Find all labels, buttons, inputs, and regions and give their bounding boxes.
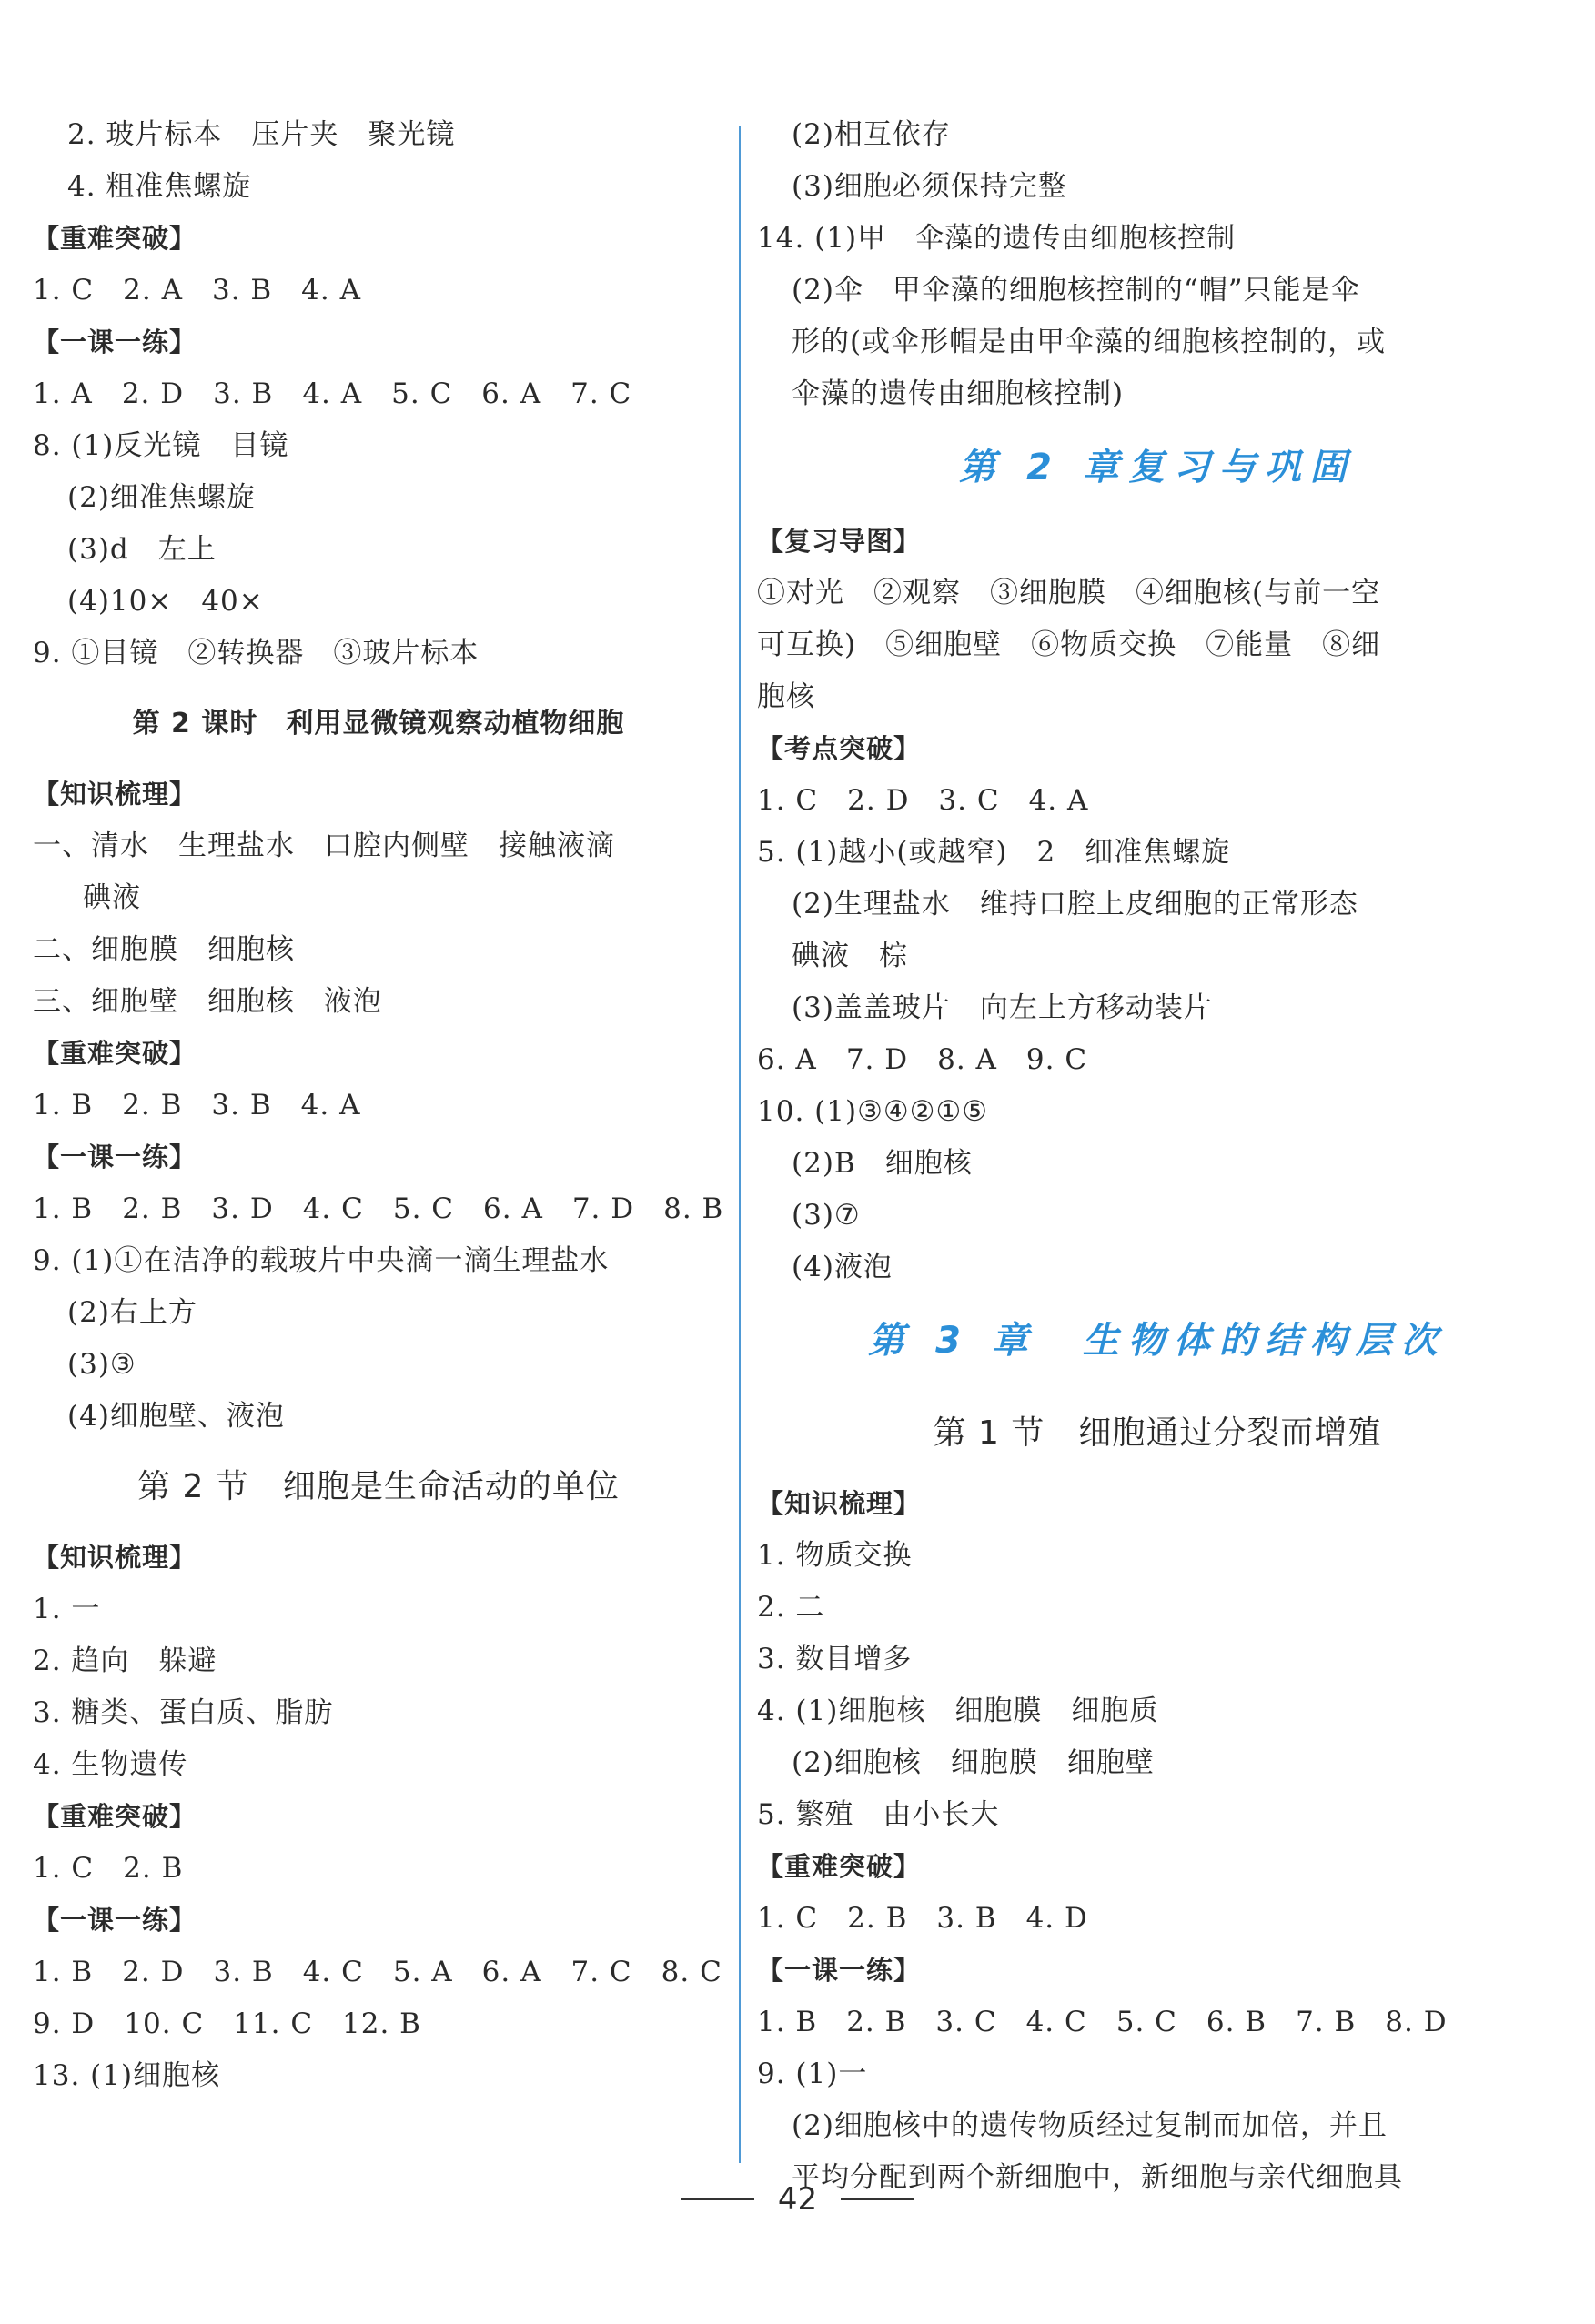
answer-line: 1. B 2. B 3. D 4. C 5. C 6. A 7. D 8. B xyxy=(33,1192,724,1225)
chapter-heading: 第 3 章 生物体的结构层次 xyxy=(868,1320,1447,1362)
answer-line: 1. B 2. B 3. B 4. A xyxy=(33,1089,361,1122)
answer-line: 6. A 7. D 8. A 9. C xyxy=(757,1043,1088,1076)
section-label: 【重难突破】 xyxy=(757,1851,922,1882)
section-label: 【复习导图】 xyxy=(757,526,922,557)
section-label: 【考点突破】 xyxy=(757,733,922,764)
footer-rule-right xyxy=(841,2198,914,2200)
section-label: 【一课一练】 xyxy=(33,1905,197,1936)
answer-line: 14. (1)甲 伞藻的遗传由细胞核控制 xyxy=(757,222,1237,255)
answer-line: 三、细胞壁 细胞核 液泡 xyxy=(33,985,382,1018)
answer-line: 3. 糖类、蛋白质、脂肪 xyxy=(33,1696,334,1729)
answer-line: 9. D 10. C 11. C 12. B xyxy=(33,2007,421,2040)
page-number: 42 xyxy=(777,2181,818,2218)
answer-line: 5. (1)越小(或越窄) 2 细准焦螺旋 xyxy=(757,836,1231,869)
answer-line: 5. 繁殖 由小长大 xyxy=(757,1798,1000,1831)
answer-line: 胞核 xyxy=(757,680,815,713)
answer-line: (2)B 细胞核 xyxy=(792,1147,973,1180)
section-heading: 第 2 节 细胞是生命活动的单位 xyxy=(137,1468,620,1505)
answer-line: 8. (1)反光镜 目镜 xyxy=(33,429,289,462)
section-label: 【重难突破】 xyxy=(33,1801,197,1832)
answer-line: (3)⑦ xyxy=(792,1199,861,1232)
answer-line: 平均分配到两个新细胞中，新细胞与亲代细胞具 xyxy=(792,2161,1403,2194)
section-heading: 第 2 课时 利用显微镜观察动植物细胞 xyxy=(132,708,625,739)
answer-line: (4)10× 40× xyxy=(67,585,264,618)
section-label: 【一课一练】 xyxy=(33,1142,197,1172)
answer-line: 碘液 xyxy=(83,881,141,914)
section-heading: 第 1 节 细胞通过分裂而增殖 xyxy=(933,1414,1382,1452)
answer-line: (3)③ xyxy=(67,1348,136,1381)
answer-line: (2)细胞核中的遗传物质经过复制而加倍，并且 xyxy=(792,2109,1388,2142)
answer-line: (2)生理盐水 维持口腔上皮细胞的正常形态 xyxy=(792,888,1358,921)
left-column xyxy=(33,109,724,2102)
right-column xyxy=(757,109,1558,2204)
section-label: 【知识梳理】 xyxy=(757,1488,922,1519)
chapter-heading: 第 2 章复习与巩固 xyxy=(959,447,1356,488)
answer-line: 9. ①目镜 ②转换器 ③玻片标本 xyxy=(33,637,480,669)
section-label: 【知识梳理】 xyxy=(33,1542,197,1573)
answer-line: (4)细胞壁、液泡 xyxy=(67,1400,285,1433)
answer-line: 形的(或伞形帽是由甲伞藻的细胞核控制的，或 xyxy=(792,326,1387,358)
footer-rule-left xyxy=(681,2198,754,2200)
answer-line: (2)伞 甲伞藻的细胞核控制的“帽”只能是伞 xyxy=(792,274,1360,307)
answer-line: 9. (1)①在洁净的载玻片中央滴一滴生理盐水 xyxy=(33,1244,610,1277)
answer-line: 1. A 2. D 3. B 4. A 5. C 6. A 7. C xyxy=(33,377,632,410)
answer-line: 2. 玻片标本 压片夹 聚光镜 xyxy=(67,118,456,151)
section-label: 【重难突破】 xyxy=(33,223,197,254)
answer-line: 1. 一 xyxy=(33,1593,101,1625)
answer-line: 13. (1)细胞核 xyxy=(33,2059,221,2092)
answer-line: (3)盖盖玻片 向左上方移动装片 xyxy=(792,991,1213,1024)
answer-line: 4. (1)细胞核 细胞膜 细胞质 xyxy=(757,1695,1159,1727)
answer-line: 1. C 2. D 3. C 4. A xyxy=(757,784,1089,817)
section-label: 【一课一练】 xyxy=(757,1955,922,1986)
answer-line: ①对光 ②观察 ③细胞膜 ④细胞核(与前一空 xyxy=(757,577,1381,609)
answer-line: (3)细胞必须保持完整 xyxy=(792,170,1067,203)
answer-line: 1. 物质交换 xyxy=(757,1539,913,1572)
answer-line: (2)细胞核 细胞膜 细胞壁 xyxy=(792,1746,1155,1779)
answer-line: 1. B 2. D 3. B 4. C 5. A 6. A 7. C 8. C xyxy=(33,1956,722,1988)
page-footer xyxy=(0,2181,1595,2218)
answer-line: 伞藻的遗传由细胞核控制) xyxy=(792,377,1125,410)
answer-line: 1. C 2. B 3. B 4. D xyxy=(757,1902,1088,1935)
answer-line: 碘液 棕 xyxy=(792,940,908,972)
answer-line: 1. C 2. B xyxy=(33,1852,184,1885)
answer-line: 4. 生物遗传 xyxy=(33,1748,188,1781)
answer-line: 10. (1)③④②①⑤ xyxy=(757,1095,989,1128)
answer-line: (2)右上方 xyxy=(67,1296,197,1329)
answer-line: (2)相互依存 xyxy=(792,118,951,151)
answer-line: 1. C 2. A 3. B 4. A xyxy=(33,274,361,307)
answer-line: 一、清水 生理盐水 口腔内侧壁 接触液滴 xyxy=(33,830,615,862)
answer-line: (2)细准焦螺旋 xyxy=(67,481,256,514)
answer-line: 2. 二 xyxy=(757,1591,825,1624)
answer-line: 二、细胞膜 细胞核 xyxy=(33,933,295,966)
section-label: 【知识梳理】 xyxy=(33,779,197,810)
answer-line: 2. 趋向 躲避 xyxy=(33,1645,217,1677)
answer-line: 可互换) ⑤细胞壁 ⑥物质交换 ⑦能量 ⑧细 xyxy=(757,629,1381,661)
answer-line: 9. (1)一 xyxy=(757,2057,868,2090)
answer-line: 3. 数目增多 xyxy=(757,1643,913,1675)
column-divider xyxy=(739,126,741,2163)
answer-line: (4)液泡 xyxy=(792,1251,893,1283)
section-label: 【一课一练】 xyxy=(33,327,197,357)
answer-line: (3)d 左上 xyxy=(67,533,217,566)
answer-line: 4. 粗准焦螺旋 xyxy=(67,170,252,203)
section-label: 【重难突破】 xyxy=(33,1038,197,1069)
answer-line: 1. B 2. B 3. C 4. C 5. C 6. B 7. B 8. D xyxy=(757,2006,1448,2038)
